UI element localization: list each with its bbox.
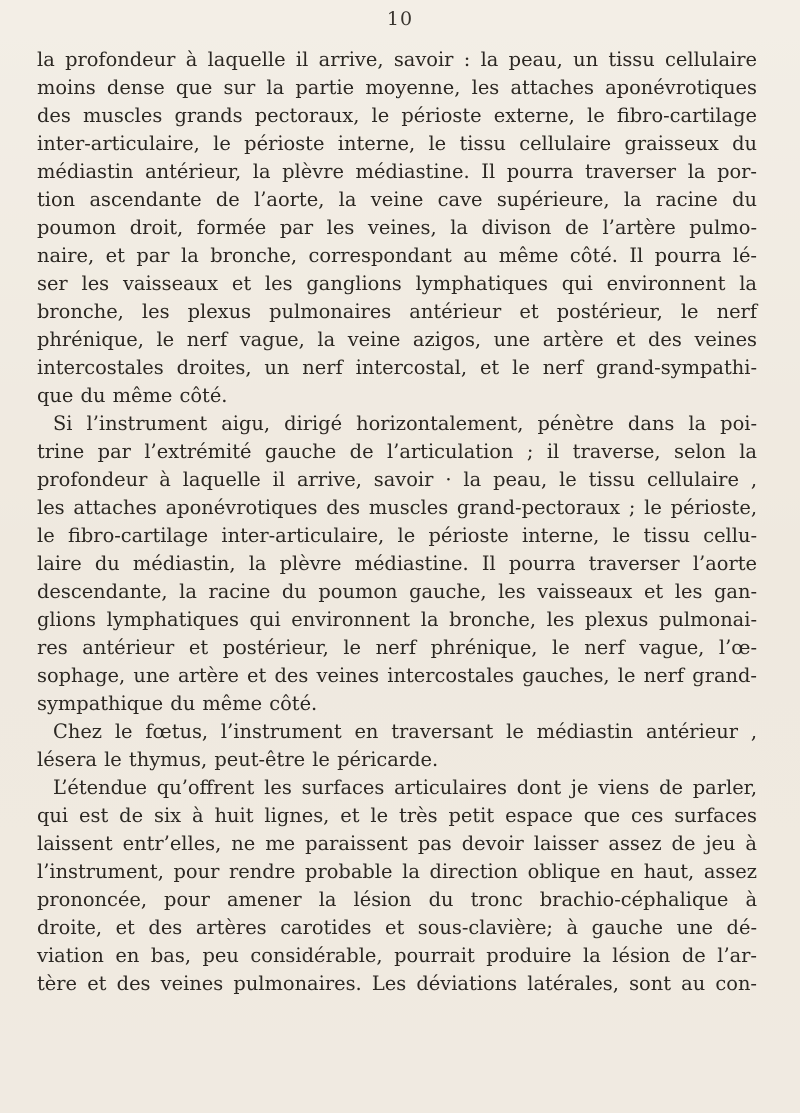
text-line: sympathique du même côté.	[37, 692, 318, 715]
text-line: lésera le thymus, peut-être le péricarde.	[37, 748, 439, 771]
text-line: res antérieur et postérieur, le nerf phrénique, le nerf vague, l’œ-	[37, 636, 757, 659]
text-line: prononcée, pour amener la lésion du tronc brachio-céphalique à	[37, 888, 757, 911]
text-line: phrénique, le nerf vague, la veine azigos, une artère et des veines	[37, 328, 757, 351]
text-line: naire, et par la bronche, correspondant au même côté. Il pourra lé-	[37, 244, 757, 267]
text-line: le fibro-cartilage inter-articulaire, le périoste interne, le tissu cellu-	[37, 524, 757, 547]
text-line: la profondeur à laquelle il arrive, savoir : la peau, un tissu cellulaire	[37, 48, 757, 71]
text-line: qui est de six à huit lignes, et le très petit espace que ces surfaces	[37, 804, 757, 827]
text-line: Chez le fœtus, l’instrument en traversant le médiastin antérieur ,	[53, 720, 757, 743]
text-line: inter-articulaire, le périoste interne, le tissu cellulaire graisseux du	[37, 132, 757, 155]
text-line: viation en bas, peu considérable, pourrait produire la lésion de l’ar-	[37, 944, 757, 967]
text-line: glions lymphatiques qui environnent la bronche, les plexus pulmonai-	[37, 608, 757, 631]
text-line: l’instrument, pour rendre probable la direction oblique en haut, assez	[37, 860, 757, 883]
text-line: trine par l’extrémité gauche de l’articulation ; il traverse, selon la	[37, 440, 757, 463]
text-line: les attaches aponévrotiques des muscles grand-pectoraux ; le périoste,	[37, 496, 757, 519]
text-line: bronche, les plexus pulmonaires antérieur et postérieur, le nerf	[37, 300, 757, 323]
body-text	[37, 46, 757, 998]
text-line: ser les vaisseaux et les ganglions lymphatiques qui environnent la	[37, 272, 757, 295]
text-line: sophage, une artère et des veines intercostales gauches, le nerf grand-	[37, 664, 757, 687]
text-line: droite, et des artères carotides et sous-clavière; à gauche une dé-	[37, 916, 757, 939]
text-line: moins dense que sur la partie moyenne, les attaches aponévrotiques	[37, 76, 757, 99]
text-line: L’étendue qu’offrent les surfaces articulaires dont je viens de parler,	[53, 776, 757, 799]
text-line: des muscles grands pectoraux, le périoste externe, le fibro-cartilage	[37, 104, 757, 127]
text-line: laire du médiastin, la plèvre médiastine. Il pourra traverser l’aorte	[37, 552, 757, 575]
text-line: médiastin antérieur, la plèvre médiastine. Il pourra traverser la por-	[37, 160, 757, 183]
text-line: Si l’instrument aigu, dirigé horizontalement, pénètre dans la poi-	[53, 412, 757, 435]
page-number: 10	[386, 8, 414, 30]
text-line: tère et des veines pulmonaires. Les déviations latérales, sont au con-	[37, 972, 757, 995]
text-line: intercostales droites, un nerf intercostal, et le nerf grand-sympathi-	[37, 356, 757, 379]
text-line: poumon droit, formée par les veines, la divison de l’artère pulmo-	[37, 216, 757, 239]
text-line: descendante, la racine du poumon gauche, les vaisseaux et les gan-	[37, 580, 757, 603]
text-line: laissent entr’elles, ne me paraissent pas devoir laisser assez de jeu à	[37, 832, 757, 855]
text-line: que du même côté.	[37, 384, 228, 407]
text-line: profondeur à laquelle il arrive, savoir · la peau, le tissu cellulaire ,	[37, 468, 757, 491]
text-line: tion ascendante de l’aorte, la veine cave supérieure, la racine du	[37, 188, 757, 211]
